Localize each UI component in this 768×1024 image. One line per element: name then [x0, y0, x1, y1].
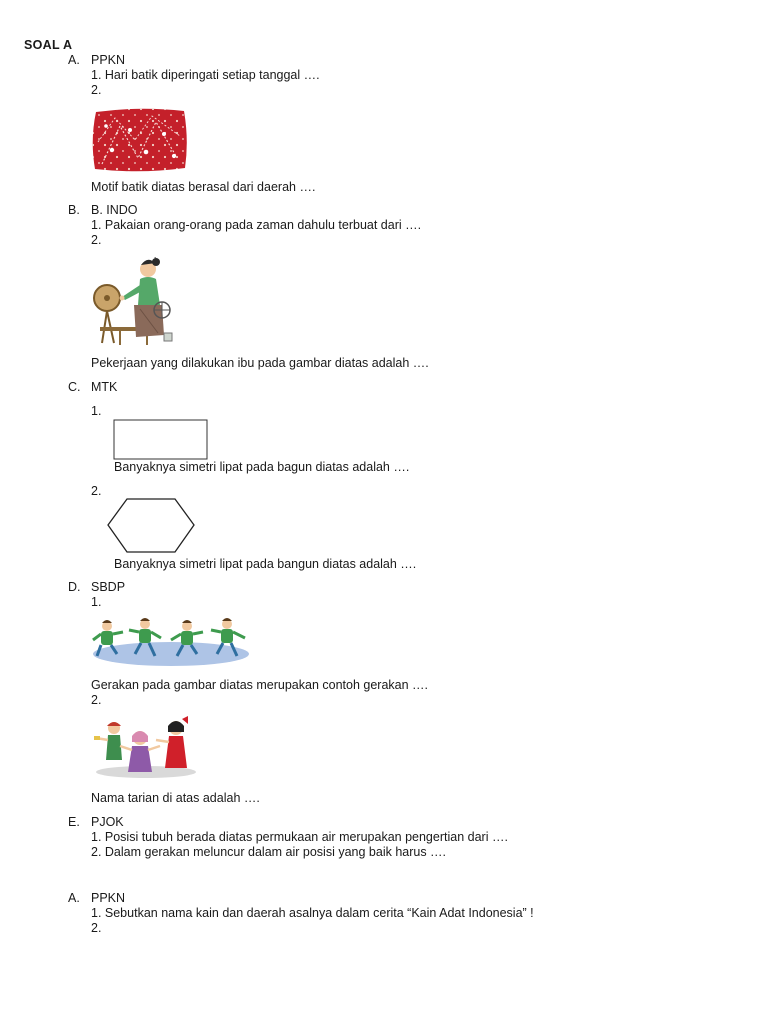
section-c-question-1-number: 1. — [91, 404, 102, 418]
section-c-name: MTK — [91, 380, 118, 394]
section-c-letter: C. — [68, 380, 81, 394]
section-b-question-2-text: Pekerjaan yang dilakukan ibu pada gambar diatas adalah …. — [91, 356, 429, 370]
section-d-question-1-text: Gerakan pada gambar diatas merupakan contoh gerakan …. — [91, 678, 429, 692]
section-d-name: SBDP — [91, 580, 126, 594]
section-e-question-1: 1. Posisi tubuh berada diatas permukaan air merupakan pengertian dari …. — [91, 830, 508, 844]
section-e-name: PJOK — [91, 815, 124, 829]
section-a-name: PPKN — [91, 53, 126, 67]
hexagon-shape-image — [106, 497, 196, 555]
section-c-question-1-text: Banyaknya simetri lipat pada bagun diatas adalah …. — [114, 460, 410, 474]
section-d-question-2-text: Nama tarian di atas adalah …. — [91, 791, 260, 805]
part2-section-a-question-2-number: 2. — [91, 921, 102, 935]
section-b-letter: B. — [68, 203, 80, 217]
traditional-dancers-image — [92, 716, 198, 780]
section-b-name: B. INDO — [91, 203, 138, 217]
batik-cloth-image — [90, 106, 190, 174]
section-a-question-2-number: 2. — [91, 83, 102, 97]
part2-section-a-question-1: 1. Sebutkan nama kain dan daerah asalnya dalam cerita “Kain Adat Indonesia” ! — [91, 906, 534, 920]
section-b-question-2-number: 2. — [91, 233, 102, 247]
section-e-letter: E. — [68, 815, 80, 829]
section-b-question-1: 1. Pakaian orang-orang pada zaman dahulu terbuat dari …. — [91, 218, 422, 232]
section-a-question-2-text: Motif batik diatas berasal dari daerah …. — [91, 180, 316, 194]
children-dancing-group-image — [91, 614, 251, 670]
section-e-question-2: 2. Dalam gerakan meluncur dalam air posisi yang baik harus …. — [91, 845, 447, 859]
woman-spinning-wheel-image — [92, 255, 176, 347]
section-d-question-2-number: 2. — [91, 693, 102, 707]
page-title: SOAL A — [24, 38, 73, 52]
rectangle-shape-image — [113, 419, 209, 461]
section-d-question-1-number: 1. — [91, 595, 102, 609]
section-a-question-1: 1. Hari batik diperingati setiap tanggal …. — [91, 68, 320, 82]
section-c-question-2-text: Banyaknya simetri lipat pada bangun diatas adalah …. — [114, 557, 417, 571]
section-a-letter: A. — [68, 53, 80, 67]
section-d-letter: D. — [68, 580, 81, 594]
part2-section-a-letter: A. — [68, 891, 80, 905]
section-c-question-2-number: 2. — [91, 484, 102, 498]
part2-section-a-name: PPKN — [91, 891, 126, 905]
